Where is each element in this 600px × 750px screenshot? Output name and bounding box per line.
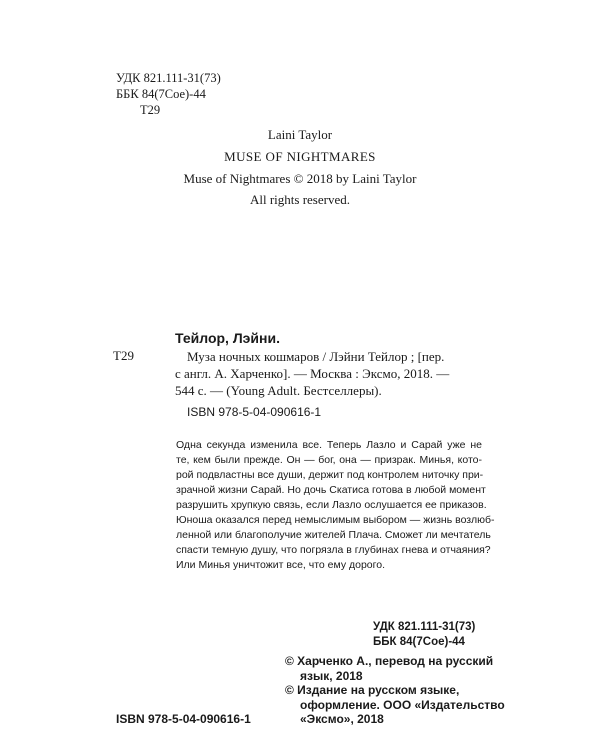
bibliographic-description <box>175 348 483 399</box>
original-copyright: Muse of Nightmares © 2018 by Laini Taylor <box>183 171 417 186</box>
original-author: Laini Taylor <box>267 127 333 142</box>
rights-reserved: All rights reserved. <box>249 192 350 207</box>
original-title: MUSE OF NIGHTMARES <box>224 149 376 164</box>
udk-code-bottom: УДК 821.111-31(73) <box>373 621 476 633</box>
annotation-line: зрачной жизни Сарай. Но дочь Скатиса готова в любой момент <box>176 484 486 496</box>
copyright-translation-cont: язык, 2018 <box>300 668 363 683</box>
bottom-classification-codes <box>373 620 475 650</box>
annotation-line: ленной или благополучие жителей Плача. Сможет ли мечтатель <box>176 529 491 541</box>
annotation-line: Или Минья уничтожит все, что ему дорого. <box>176 559 386 571</box>
isbn-bottom: ISBN 978-5-04-090616-1 <box>116 712 251 726</box>
copyright-edition: © Издание на русском языке, <box>285 683 460 697</box>
author-code: Т29 <box>140 103 161 117</box>
copyright-edition-cont: оформление. ООО «Издательство <box>300 697 505 712</box>
udk-code: УДК 821.111-31(73) <box>116 71 221 85</box>
bibliographic-code: Т29 <box>113 348 134 363</box>
annotation-line: Юноша оказался перед немыслимым выбором — жизнь возлюб- <box>176 514 495 526</box>
bbk-code-bottom: ББК 84(7Сое)-44 <box>373 636 465 648</box>
annotation-line: спасти темную душу, что погрязла в глубинах гнева и отчаяния? <box>176 544 491 556</box>
bibliographic-line: с англ. А. Харченко]. — Москва : Эксмо, 2018. — <box>175 366 450 381</box>
annotation-line: рой подвластны все души, держит под контролем ниточку при- <box>176 469 484 481</box>
bibliographic-author-heading: Тейлор, Лэйни. <box>175 330 280 346</box>
bibliographic-line: Муза ночных кошмаров / Лэйни Тейлор ; [пер. <box>187 349 445 364</box>
copyright-edition-cont: «Эксмо», 2018 <box>300 712 384 726</box>
annotation-line: те, кем были прежде. Он — бог, она — призрак. Минья, кото- <box>176 454 482 466</box>
bbk-code: ББК 84(7Сое)-44 <box>116 87 206 101</box>
annotation-line: Одна секунда изменила все. Теперь Лазло и Сарай уже не <box>176 439 482 451</box>
copyright-notices <box>285 654 505 727</box>
annotation-line: разрушить хрупкую связь, если Лазло ослушается ее приказов. <box>176 499 487 511</box>
copyright-translation: © Харченко А., перевод на русский <box>285 654 494 668</box>
annotation <box>176 438 495 573</box>
bibliographic-line: 544 с. — (Young Adult. Бестселлеры). <box>175 383 382 398</box>
isbn-main: ISBN 978-5-04-090616-1 <box>187 405 322 419</box>
top-classification-codes <box>116 70 221 118</box>
